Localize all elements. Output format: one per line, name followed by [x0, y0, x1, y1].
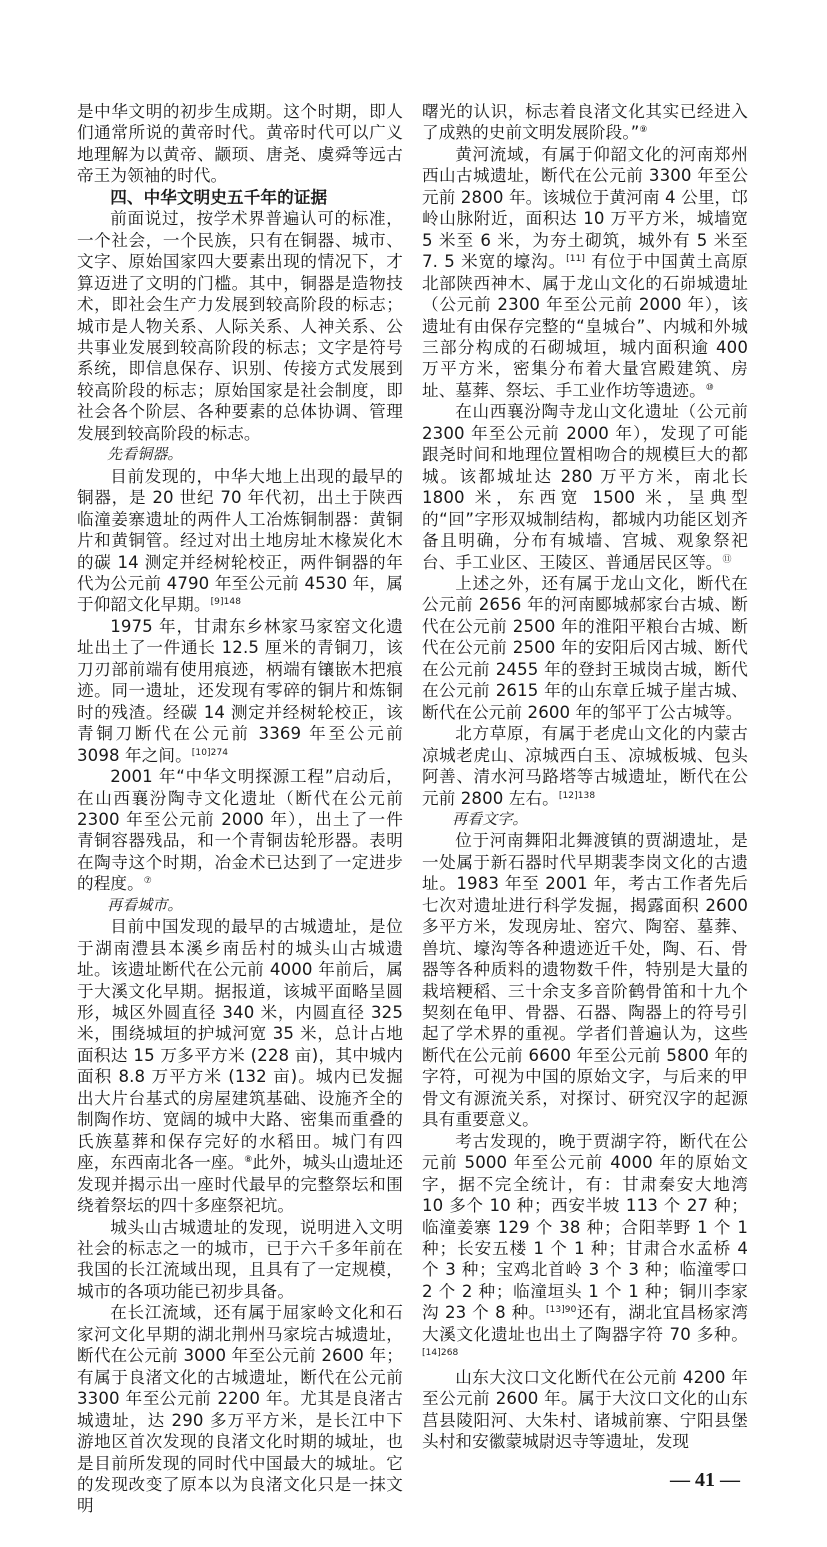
page-number: — 41 —: [670, 1468, 740, 1491]
paragraph: [422, 144, 748, 401]
paragraph: [422, 573, 748, 723]
text-run: 前面说过，按学术界普遍认可的标准，一个社会，一个民族，只有在铜器、城市、文字、原始国家四大要素出现的情况下，才算迈进了文明的门槛。其中，铜器是造物技术，即社会生产力发展到较高阶段的标志；城市是人物关系、人际关系、人神关系、公共事业发展到较高阶段的标志；文字是符号系统，即信息保存、识别、传接方式发展到较高阶段的标志；原始国家是社会制度，即社会各个阶层、各种要素的总体协调、管理发展到较高阶段的标志。: [77, 209, 403, 443]
paragraph: [422, 1367, 748, 1453]
text-run: 目前发现的，中华大地上出现的最早的铜器，是 20 世纪 70 年代初，出土于陕西临潼姜寨遗址的两件人工冶炼铜制器：黄铜片和黄铜管。经过对出土地房址木椽炭化木的碳 14 测定并经树轮校正，两件铜器的年代为公元前 4790 年至公元前 4530 年，属于仰韶文化早期。: [77, 466, 403, 615]
paragraph: [77, 466, 403, 616]
text-run: 曙光的认识，标志着良渚文化其实已经进入了成熟的史前文明发展阶段。”: [422, 102, 748, 143]
footnote-reference: [9]148: [210, 597, 242, 608]
paragraph: [77, 208, 403, 444]
footnote-reference: [13]90: [545, 1305, 577, 1316]
paragraph: [77, 101, 403, 187]
paragraph: [422, 101, 748, 144]
paragraph: [422, 830, 748, 1130]
text-run: 是中华文明的初步生成期。这个时期，即人们通常所说的黄帝时代。黄帝时代可以广义地理解为以黄帝、颛顼、唐尧、虞舜等远古帝王为领袖的时代。: [77, 102, 403, 186]
text-run: 目前中国发现的最早的古城遗址，是位于湖南澧县本溪乡南岳村的城头山古城遗址。该遗址断代在公元前 4000 年前后，属于大溪文化早期。据报道，该城平面略呈圆形，城区外圆直径 340 米，内圆直径 325 米，围绕城垣的护城河宽 35 米，总计占地面积达 15 万多平方米 (228 亩)，其中城内面积 8.8 万平方米 (132 亩)。城内已发掘出大片台基式的房屋建筑基础、设施齐全的制陶作坊、宽阔的城中大路、密集而重叠的氏族墓葬和保存完好的水稻田。城门有四座，东西南北各一座。: [77, 917, 403, 1173]
section-heading: [77, 187, 403, 208]
text-run: 城头山古城遗址的发现，说明进入文明社会的标志之一的城市，已于六千多年前在我国的长江流域出现，且具有了一定规模，城市的各项功能已初步具备。: [77, 1217, 403, 1301]
text-run: 还有，湖北宜昌杨家湾大溪文化遗址也出土了陶器字符 70 多种。: [422, 1303, 749, 1344]
paragraph: [77, 766, 403, 895]
paragraph: [422, 401, 748, 573]
footnote-reference: [11]: [566, 254, 586, 265]
text-run: 有位于中国黄土高原北部陕西神木、属于龙山文化的石峁城遗址（公元前 2300 年至公元前 2000 年），该遗址有由保存完整的“皇城台”、内城和外城三部分构成的石砌城垣，城内面积逾 400 万平方米，密集分布着大量宫殿建筑、房址、墓葬、祭坛、手工业作坊等遗迹。: [422, 252, 748, 400]
text-run: 再看文字。: [452, 809, 528, 828]
paragraph: [77, 1217, 403, 1303]
paragraph: [77, 1302, 403, 1517]
footnote-reference: ⑦: [143, 876, 152, 887]
footnote-reference: [12]138: [558, 790, 596, 801]
footnote-reference: ⑧: [244, 1155, 253, 1166]
right-column-text: [422, 101, 748, 1453]
text-run: 北方草原，有属于老虎山文化的内蒙古凉城老虎山、凉城西白玉、凉城板城、包头阿善、清水河马路塔等古城遗址，断代在公元前 2800 左右。: [422, 724, 748, 808]
left-column: [77, 101, 403, 1547]
footnote-reference: ⑩: [705, 382, 714, 393]
text-run: 1975 年，甘肃东乡林家马家窑文化遗址出土了一件通长 12.5 厘米的青铜刀，该刀刃部前端有使用痕迹，柄端有镶嵌木把痕迹。同一遗址，还发现有零碎的铜片和炼铜时的残渣。经碳 14 测定并经树轮校正，该青铜刀断代在公元前 3369 年至公元前 3098 年之间。: [77, 616, 403, 765]
paragraph: [422, 1131, 748, 1367]
footnote-reference: ⑨: [639, 125, 648, 136]
footnote-reference: [10]274: [191, 747, 229, 758]
paragraph: [77, 916, 403, 1216]
text-run: 在山西襄汾陶寺龙山文化遗址（公元前 2300 年至公元前 2000 年），发现了可能跟尧时间和地理位置相吻合的规模巨大的都城。该都城址达 280 万平方米，南北长 1800 米，东西宽 1500 米，呈典型的“回”字形双城制结构，都城内功能区划齐备且明确，分布有城墙、宫城、观象祭祀台、手工业区、王陵区、普通居民区等。: [422, 402, 748, 572]
subsection-label: [422, 809, 748, 830]
text-run: 2001 年“中华文明探源工程”启动后，在山西襄汾陶寺文化遗址（断代在公元前 2300 年至公元前 2000 年），出土了一件青铜容器残品，和一个青铜齿轮形器。表明在陶寺这个时期，冶金术已达到了一定进步的程度。: [77, 767, 403, 894]
text-run: 在长江流域，还有属于屈家岭文化和石家河文化早期的湖北荆州马家垸古城遗址，断代在公元前 3000 年至公元前 2600 年；有属于良渚文化的古城遗址，断代在公元前 3300 年至公元前 2200 年。尤其是良渚古城遗址，达 290 多万平方米，是长江中下游地区首次发现的良渚文化时期的城址，也是目前所发现的同时代中国最大的城址。它的发现改变了原本以为良渚文化只是一抹文明: [77, 1303, 403, 1516]
text-run: 四、中华文明史五千年的证据: [110, 187, 328, 207]
subsection-label: [77, 444, 403, 465]
paragraph: [422, 723, 748, 809]
paragraph: [77, 616, 403, 766]
subsection-label: [77, 895, 403, 916]
text-run: 此外，城头山遗址还发现并揭示出一座时代最早的完整祭坛和围绕着祭坛的四十多座祭祀坑。: [77, 1153, 403, 1216]
text-run: 上述之外，还有属于龙山文化，断代在公元前 2656 年的河南郾城郝家台古城、断代在公元前 2500 年的淮阳平粮台古城、断代在公元前 2500 年的安阳后冈古城、断代在公元前 2455 年的登封王城岗古城，断代在公元前 2615 年的山东章丘城子崖古城、断代在公元前 2600 年的邹平丁公古城等。: [422, 573, 748, 722]
left-column-text: [77, 101, 403, 1517]
text-run: 再看城市。: [107, 895, 183, 914]
text-run: 先看铜器。: [107, 445, 183, 464]
text-run: 山东大汶口文化断代在公元前 4200 年至公元前 2600 年。属于大汶口文化的山东莒县陵阳河、大朱村、诸城前寨、宁阳县堡头村和安徽蒙城尉迟寺等遗址，发现: [422, 1367, 748, 1452]
text-run: 位于河南舞阳北舞渡镇的贾湖遗址，是一处属于新石器时代早期裴李岗文化的古遗址。1983 年至 2001 年，考古工作者先后七次对遗址进行科学发掘，揭露面积 2600 多平方米，发现房址、窑穴、陶窑、墓葬、兽坑、壕沟等各种遗迹近千处，陶、石、骨器等各种质料的遗物数千件，特别是大量的栽培粳稻、三十余支多音阶鹤骨笛和十九个契刻在龟甲、骨器、石器、陶器上的符号引起了学术界的重视。学者们普遍认为，这些断代在公元前 6600 年至公元前 5800 年的字符，可视为中国的原始文字，与后来的甲骨文有源流关系，对探讨、研究汉字的起源具有重要意义。: [422, 831, 748, 1130]
footnote-reference: ⑪: [722, 554, 732, 565]
right-column: [422, 101, 748, 1523]
text-run: 考古发现的，晚于贾湖字符，断代在公元前 5000 年至公元前 4000 年的原始文字，据不完全统计，有：甘肃秦安大地湾 10 多个 10 种；西安半坡 113 个 27 种；临潼姜寨 129 个 38 种；合阳莘野 1 个 1 种；长安五楼 1 个 1 种；甘肃合水孟桥 4 个 3 种；宝鸡北首岭 3 个 3 种；临潼零口 2 个 2 种；临潼垣头 1 个 1 种；铜川李家沟 23 个 8 种。: [422, 1131, 748, 1323]
text-run: 黄河流域，有属于仰韶文化的河南郑州西山古城遗址，断代在公元前 3300 年至公元前 2800 年。该城位于黄河南 4 公里，邙岭山脉附近，面积达 10 万平方米，城墙宽 5 米至 6 米，为夯土砌筑，城外有 5 米至 7. 5 米宽的壕沟。: [422, 144, 748, 272]
footnote-reference: [14]268: [422, 1348, 459, 1359]
